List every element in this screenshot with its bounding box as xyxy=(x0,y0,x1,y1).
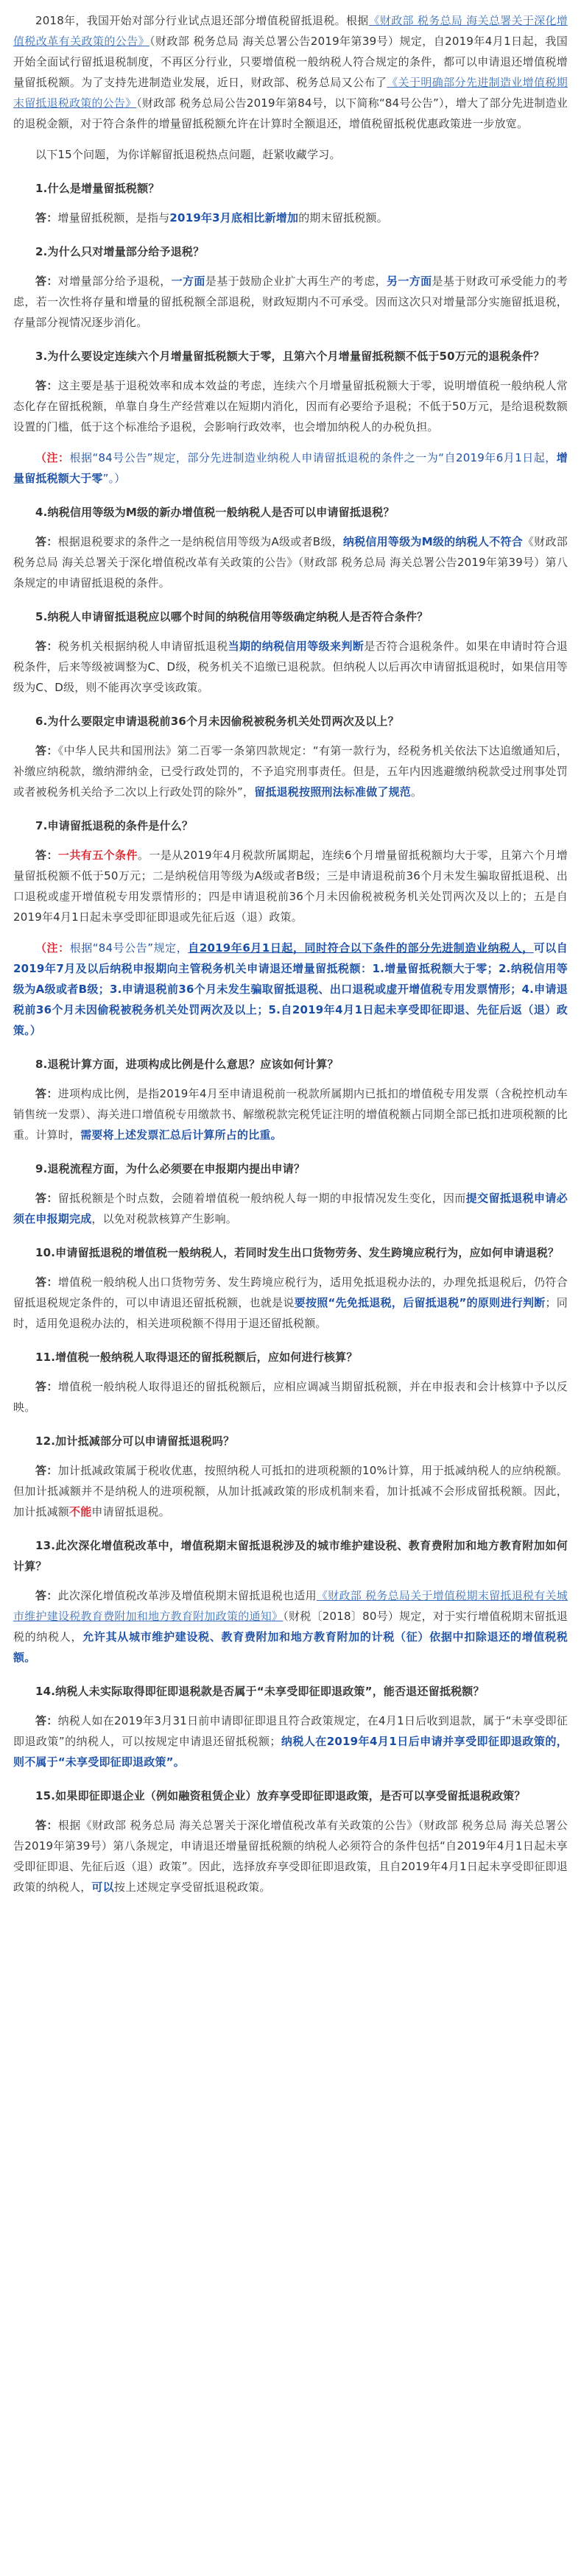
question-10: 10.申请留抵退税的增值税一般纳税人，若同时发生出口货物劳务、发生跨境应税行为，应如何申请退税？ xyxy=(35,1246,560,1259)
question-13: 13.此次深化增值税改革中，增值税期末留抵退税涉及的城市维护建设税、教育费附加和地方教育附加如何计算？ xyxy=(13,1539,568,1573)
answer-text: 根据《财政部 税务总局 海关总署关于深化增值税改革有关政策的公告》（财政部 税务总局 海关总署公告2019年第39号）第八条规定，申请退还增量留抵税额的纳税人必须符合的条件包括“自2019年4月1日起未享受即征即退、先征后返（退）政策”。因此，选择放弃享受即征即退政策，且自2019年4月1日起未享受即征即退政策的纳税人， xyxy=(13,1819,568,1894)
answer-text: 是基于财政可承受能力的考虑，若一次性将存量和增量的留抵税额全部退税，财政短期内不可承受。因而这次只对增量部分实施留抵退税，存量部分视情况逐步消化。 xyxy=(13,275,568,329)
answer-label: 答： xyxy=(35,640,58,653)
answer-label: 答： xyxy=(35,744,58,757)
answer-text: 增值税一般纳税人取得退还的留抵税额后，应相应调减当期留抵税额，并在申报表和会计核算中予以反映。 xyxy=(13,1380,568,1414)
note-text: ”。） xyxy=(102,472,126,485)
answer-text: ，以免对税款核算产生影响。 xyxy=(91,1212,238,1225)
answer-highlight: 纳税信用等级为M级的纳税人不符合 xyxy=(342,535,523,548)
answer-text: 按上述规定享受留抵退税政策。 xyxy=(113,1880,271,1894)
answer-highlight: 要按照“先免抵退税，后留抵退税”的原则进行判断 xyxy=(294,1296,546,1309)
question-8: 8.退税计算方面，进项构成比例是什么意思？应该如何计算？ xyxy=(35,1058,339,1071)
intro-text: （财政部 税务总局公告2019年第84号，以下简称“84号公告”），增大了部分先进制造业的退税金额，对于符合条件的增量留抵税额允许在计算时全额退还，增值税留抵税优惠政策进一步放宽。 xyxy=(13,96,568,130)
answer-text: 是基于鼓励企业扩大再生产的考虑， xyxy=(205,275,387,288)
answer-highlight: 一共有五个条件 xyxy=(57,849,138,862)
answer-7 xyxy=(13,845,568,927)
answer-highlight: 2019年3月底相比新增加 xyxy=(169,211,299,224)
answer-text: 。 xyxy=(411,785,423,799)
answer-highlight: 留抵退税按照刑法标准做了规范 xyxy=(254,785,411,799)
answer-1 xyxy=(13,208,568,228)
answer-10 xyxy=(13,1272,568,1334)
answer-highlight: 需要将上述发票汇总后计算所占的比重。 xyxy=(80,1128,282,1142)
answer-12 xyxy=(13,1460,568,1522)
answer-text: 对增量部分给予退税， xyxy=(57,275,172,288)
question-6: 6.为什么要限定申请退税前36个月未因偷税被税务机关处罚两次及以上？ xyxy=(35,715,399,728)
answer-14 xyxy=(13,1710,568,1772)
answer-label: 答： xyxy=(35,849,58,862)
note-highlight: 自2019年6月1日起，同时符合以下条件的部分先进制造业纳税人， xyxy=(188,941,534,955)
answer-text: 。一是从2019年4月税款所属期起，连续6个月增量留抵税额均大于零，且第六个月增量留抵税额不低于50万元；二是纳税信用等级为A级或者B级；三是申请退税前36个月未发生骗取留抵退税、出口退税或虚开增值税专用发票情形的；四是申请退税前36个月未因偷税被税务机关处罚两次及以上的；五是自2019年4月1日起未享受即征即退或先征后返（退）政策。 xyxy=(13,849,568,924)
answer-text: （财税〔2018〕80号）规定，对于实行增值税期末留抵退税的纳税人， xyxy=(13,1610,568,1643)
answer-text: 《财政部 税务总局 海关总署关于深化增值税改革有关政策的公告》（财政部 税务总局 海关总署公告2019年第39号）第八条规定的申请留抵退税的条件。 xyxy=(13,535,568,590)
answer-text: 加计抵减政策属于税收优惠，按照纳税人可抵扣的进项税额的10%计算，用于抵减纳税人的应纳税额。但加计抵减额并不是纳税人的进项税额，从加计抵减政策的形成机制来看，加计抵减不会形成留抵税额。因此，加计抵减额 xyxy=(13,1464,568,1518)
answer-text: 留抵税额是个时点数，会随着增值税一般纳税人每一期的申报情况发生变化，因而 xyxy=(57,1192,466,1205)
answer-2 xyxy=(13,271,568,333)
answer-8 xyxy=(13,1083,568,1145)
answer-text: 这主要是基于退税效率和成本效益的考虑，连续六个月增量留抵税额大于零，说明增值税一般纳税人常态化存在留抵税额，单靠自身生产经营难以在短期内消化，因而有必要给予退税；不低于50万元，是给退税数额设置的门槛，低于这个标准给予退税，会影响行政效率，也会增加纳税人的办税负担。 xyxy=(13,379,568,434)
intro-paragraph-1 xyxy=(13,10,568,134)
answer-9 xyxy=(13,1188,568,1229)
note-label: （注： xyxy=(35,451,70,464)
answer-label: 答： xyxy=(35,1087,58,1100)
answer-text: ；同时，适用免退税办法的，相关进项税额不得用于退还留抵税额。 xyxy=(13,1296,568,1330)
answer-label: 答： xyxy=(35,275,58,288)
note-3 xyxy=(13,447,568,489)
answer-text: 增量留抵税额，是指与 xyxy=(57,211,170,224)
policy-link-39[interactable]: 《财政部 税务总局 海关总署关于深化增值税改革有关政策的公告》 xyxy=(13,14,568,48)
answer-text: 申请留抵退税。 xyxy=(91,1505,170,1518)
answer-label: 答： xyxy=(35,1714,58,1727)
intro-paragraph-2: 以下15个问题，为你详解留抵退税热点问题，赶紧收藏学习。 xyxy=(35,148,341,161)
answer-label: 答： xyxy=(35,211,58,224)
answer-text: 《中华人民共和国刑法》第二百零一条第四款规定：“有第一款行为，经税务机关依法下达追缴通知后，补缴应纳税款，缴纳滞纳金，已受行政处罚的，不予追究刑事责任。但是，五年内因逃避缴纳税款受过刑事处罚或者被税务机关给予二次以上行政处罚的除外”， xyxy=(13,744,568,799)
answer-label: 答： xyxy=(35,535,58,548)
intro-text: 2018年，我国开始对部分行业试点退还部分增值税留抵退税。根据 xyxy=(35,14,369,27)
policy-link-84[interactable]: 《关于明确部分先进制造业增值税期末留抵退税政策的公告》 xyxy=(13,76,568,110)
question-1: 1.什么是增量留抵税额？ xyxy=(35,182,160,195)
answer-13 xyxy=(13,1585,568,1668)
answer-text: 是否符合退税条件。如果在申请时符合退税条件，后来等级被调整为C、D级，税务机关不追缴已退税款。但纳税人以后再次申请留抵退税时，如果信用等级为C、D级，则不能再次享受该政策。 xyxy=(13,640,568,694)
answer-highlight: 纳税人在2019年4月1日后申请并享受即征即退政策的，则不属于“未享受即征即退政策”。 xyxy=(13,1735,568,1769)
answer-highlight: 可以 xyxy=(91,1880,114,1894)
answer-highlight: 一方面 xyxy=(171,275,205,288)
question-11: 11.增值税一般纳税人取得退还的留抵税额后，应如何进行核算？ xyxy=(35,1351,358,1364)
answer-label: 答： xyxy=(35,1589,58,1602)
answer-4 xyxy=(13,531,568,593)
answer-text: 增值税一般纳税人出口货物劳务、发生跨境应税行为，适用免抵退税办法的，办理免抵退税后，仍符合留抵退税规定条件的，可以申请退还留抵税额，也就是说 xyxy=(13,1275,568,1309)
answer-label: 答： xyxy=(35,1819,58,1832)
answer-highlight: 允许其从城市维护建设税、教育费附加和地方教育附加的计税（征）依据中扣除退还的增值税税额。 xyxy=(13,1630,568,1664)
answer-3 xyxy=(13,375,568,437)
answer-text: 的期末留抵税额。 xyxy=(298,211,388,224)
answer-highlight: 当期的纳税信用等级来判断 xyxy=(228,640,365,653)
answer-15 xyxy=(13,1815,568,1897)
question-12: 12.加计抵减部分可以申请留抵退税吗？ xyxy=(35,1434,235,1448)
answer-text: 此次深化增值税改革涉及增值税期末留抵退税也适用 xyxy=(57,1589,317,1602)
note-label: （注： xyxy=(35,941,70,955)
question-7: 7.申请留抵退税的条件是什么？ xyxy=(35,819,194,832)
question-5: 5.纳税人申请留抵退税应以哪个时间的纳税信用等级确定纳税人是否符合条件？ xyxy=(35,610,429,623)
answer-6 xyxy=(13,740,568,802)
note-text: 根据“84号公告”规定，部分先进制造业纳税人申请留抵退税的条件之一为“自2019年6月1日起， xyxy=(69,451,557,464)
answer-highlight: 另一方面 xyxy=(387,275,432,288)
answer-label: 答： xyxy=(35,1192,58,1205)
answer-5 xyxy=(13,636,568,698)
question-3: 3.为什么要设定连续六个月增量留抵税额大于零，且第六个月增量留抵税额不低于50万元的退税条件？ xyxy=(35,350,545,363)
intro-text: （财政部 税务总局 海关总署公告2019年第39号）规定，自2019年4月1日起，我国开始全面试行留抵退税制度，不再区分行业，只要增值税一般纳税人符合规定的条件，都可以申请退还增值税增量留抵税额。为了支持先进制造业发展，近日，财政部、税务总局又公布了 xyxy=(13,35,568,89)
answer-text: 税务机关根据纳税人申请留抵退税 xyxy=(57,640,228,653)
note-highlight: 增量留抵税额大于零 xyxy=(13,451,568,485)
question-14: 14.纳税人未实际取得即征即退税款是否属于“未享受即征即退政策”，能否退还留抵税额？ xyxy=(35,1685,485,1698)
answer-label: 答： xyxy=(35,379,58,392)
answer-11 xyxy=(13,1376,568,1418)
question-4: 4.纳税信用等级为M级的新办增值税一般纳税人是否可以申请留抵退税？ xyxy=(35,506,395,519)
note-7 xyxy=(13,938,568,1041)
answer-highlight: 提交留抵退税申请必须在申报期完成 xyxy=(13,1192,568,1225)
answer-label: 答： xyxy=(35,1275,58,1289)
question-9: 9.退税流程方面，为什么必须要在申报期内提出申请？ xyxy=(35,1162,306,1175)
answer-highlight: 不能 xyxy=(69,1505,92,1518)
answer-text: 进项构成比例，是指2019年4月至申请退税前一税款所属期内已抵扣的增值税专用发票（含税控机动车销售统一发票）、海关进口增值税专用缴款书、解缴税款完税凭证注明的增值税额占同期全部已抵扣进项税额的比重。计算时， xyxy=(13,1087,568,1142)
answer-label: 答： xyxy=(35,1464,58,1477)
question-15: 15.如果即征即退企业（例如融资租赁企业）放弃享受即征即退政策，是否可以享受留抵退税政策？ xyxy=(35,1789,526,1802)
note-text: 可以自2019年7月及以后纳税申报期向主管税务机关申请退还增量留抵税额：1.增量留抵税额大于零；2.纳税信用等级为A级或者B级；3.申请退税前36个月未发生骗取留抵退税、出口退税或虚开增值税专用发票情形；4.申请退税前36个月未因偷税被税务机关处罚两次及以上；5.自2019年4月1日起未享受即征即退、先征后返（退）政策。） xyxy=(13,941,568,1037)
question-2: 2.为什么只对增量部分给予退税？ xyxy=(35,245,205,258)
answer-text: 纳税人如在2019年3月31日前申请即征即退且符合政策规定，在4月1日后收到退款，属于“未享受即征即退政策”的纳税人，可以按规定申请退还留抵税额； xyxy=(13,1714,568,1748)
answer-label: 答： xyxy=(35,1380,58,1393)
answer-text: 根据退税要求的条件之一是纳税信用等级为A级或者B级， xyxy=(57,535,343,548)
note-text: 根据“84号公告”规定， xyxy=(69,941,189,955)
policy-link-80[interactable]: 《财政部 税务总局关于增值税期末留抵退税有关城市维护建设税教育费附加和地方教育附加政策的通知》 xyxy=(13,1589,568,1623)
